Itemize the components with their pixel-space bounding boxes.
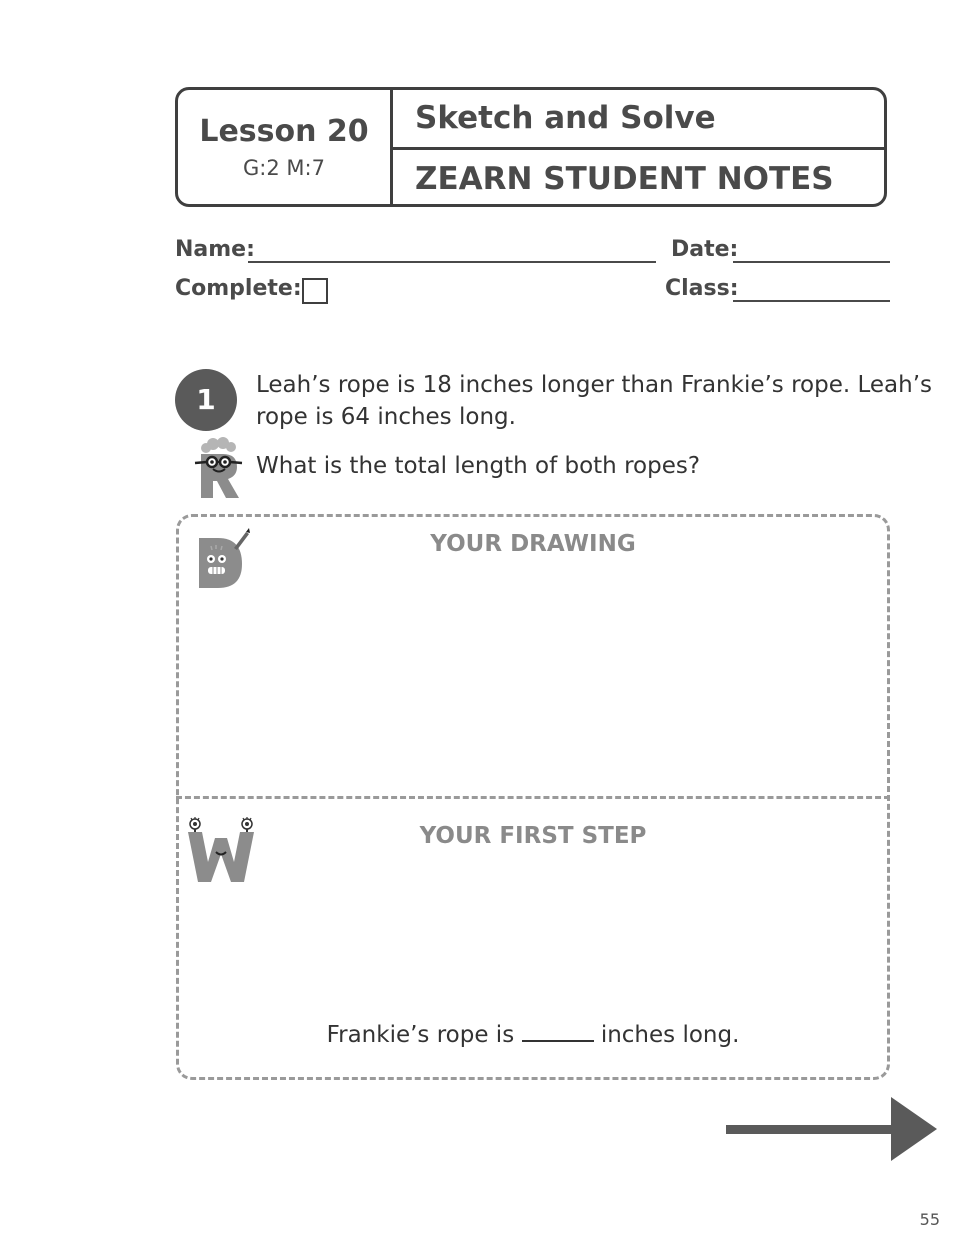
letter-w-character-icon bbox=[186, 816, 256, 884]
notes-cell bbox=[393, 150, 884, 204]
complete-checkbox[interactable] bbox=[302, 278, 328, 304]
class-field[interactable] bbox=[733, 300, 890, 302]
problem-text-line-2: rope is 64 inches long. bbox=[256, 404, 516, 430]
class-label: Class: bbox=[665, 276, 739, 301]
section-divider bbox=[176, 796, 890, 799]
date-field[interactable] bbox=[733, 261, 890, 263]
answer-prefix: Frankie’s rope is bbox=[326, 1022, 515, 1048]
letter-d-character-icon bbox=[194, 526, 252, 590]
letter-r-character-icon bbox=[193, 436, 245, 498]
lesson-info bbox=[178, 90, 393, 204]
answer-suffix: inches long. bbox=[600, 1022, 740, 1048]
topic-title: Sketch and Solve bbox=[415, 100, 716, 136]
lesson-header bbox=[175, 87, 887, 207]
name-label: Name: bbox=[175, 237, 255, 262]
lesson-title: Lesson 20 bbox=[199, 114, 369, 149]
date-label: Date: bbox=[671, 237, 739, 262]
first-step-heading: YOUR FIRST STEP bbox=[419, 823, 647, 849]
page-number: 55 bbox=[919, 1210, 940, 1229]
problem-question: What is the total length of both ropes? bbox=[256, 453, 701, 479]
answer-blank[interactable] bbox=[522, 1020, 594, 1042]
right-arrow-icon[interactable] bbox=[726, 1097, 938, 1161]
topic-cell bbox=[393, 90, 884, 150]
notes-title: ZEARN STUDENT NOTES bbox=[415, 161, 834, 197]
answer-sentence bbox=[176, 1020, 890, 1048]
drawing-heading: YOUR DRAWING bbox=[430, 531, 636, 557]
problem-text-line-1: Leah’s rope is 18 inches longer than Frankie’s rope. Leah’s bbox=[256, 372, 933, 398]
complete-label: Complete: bbox=[175, 276, 302, 301]
lesson-code: G:2 M:7 bbox=[243, 156, 325, 180]
name-field[interactable] bbox=[248, 261, 656, 263]
problem-number-badge: 1 bbox=[175, 369, 237, 431]
